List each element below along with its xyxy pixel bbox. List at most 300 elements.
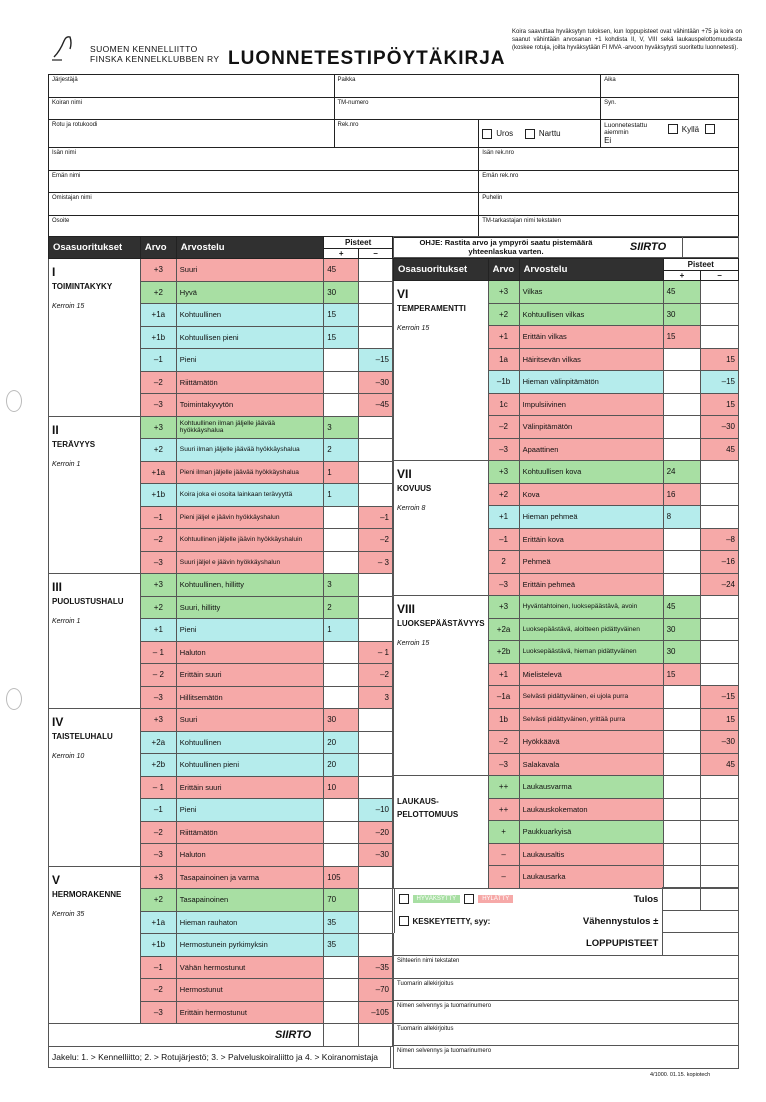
minus-points-cell[interactable]: [359, 596, 393, 619]
section-name: PUOLUSTUSHALU: [52, 597, 124, 606]
col-header-minus: –: [701, 270, 739, 280]
plus-points-cell[interactable]: [324, 349, 359, 372]
no-checkbox[interactable]: [705, 124, 715, 134]
minus-points-cell[interactable]: [359, 259, 393, 282]
minus-points-cell[interactable]: –20: [359, 821, 393, 844]
plus-points-cell[interactable]: 20: [324, 754, 359, 777]
col-header-pisteet: Pisteet: [663, 259, 738, 271]
minus-points-cell[interactable]: [701, 663, 739, 686]
signature-table: [393, 955, 739, 1069]
arvostelu-cell: Erittäin vilkas: [519, 326, 663, 349]
minus-points-cell[interactable]: [359, 934, 393, 957]
arvo-cell[interactable]: –3: [140, 394, 176, 417]
minus-points-cell[interactable]: [701, 506, 739, 529]
plus-points-cell[interactable]: 1: [324, 484, 359, 507]
minus-points-cell[interactable]: –30: [359, 371, 393, 394]
minus-points-cell[interactable]: [701, 641, 739, 664]
rejected-label: HYLÄTTY: [478, 895, 513, 903]
reg-number-field[interactable]: Rek.nro: [334, 120, 479, 148]
section-label: [49, 259, 141, 417]
minus-points-cell[interactable]: [359, 889, 393, 912]
address-field[interactable]: Osoite: [49, 215, 479, 238]
arvostelu-cell: Riittämätön: [176, 821, 323, 844]
plus-points-cell[interactable]: 30: [663, 641, 701, 664]
plus-points-cell[interactable]: 45: [324, 259, 359, 282]
phone-field[interactable]: Puhelin: [479, 193, 739, 216]
arvo-cell[interactable]: –2: [140, 979, 176, 1002]
arvo-cell[interactable]: –3: [140, 844, 176, 867]
result-plus-cell[interactable]: [663, 888, 701, 911]
arvo-cell[interactable]: – 2: [140, 664, 176, 687]
arvostelu-cell: Pieni: [176, 349, 323, 372]
arvostelu-cell: Häiritsevän vilkas: [519, 348, 663, 371]
minus-points-cell[interactable]: [701, 303, 739, 326]
tm-number-field[interactable]: TM-numero: [334, 97, 601, 120]
plus-points-cell[interactable]: 3: [324, 416, 359, 439]
arvo-cell[interactable]: – 1: [140, 641, 176, 664]
interrupted-checkbox[interactable]: [399, 916, 409, 926]
arvo-cell[interactable]: +1: [488, 506, 519, 529]
arvo-cell[interactable]: +2: [140, 281, 176, 304]
male-checkbox[interactable]: [482, 129, 492, 139]
result-minus-cell[interactable]: [701, 888, 739, 911]
plus-points-cell[interactable]: [324, 799, 359, 822]
place-field[interactable]: Paikka: [334, 75, 601, 98]
plus-points-cell[interactable]: 30: [663, 618, 701, 641]
plus-points-cell[interactable]: 30: [324, 709, 359, 732]
arvostelu-cell: Kohtuullinen, hillitty: [176, 574, 323, 597]
minus-points-cell[interactable]: [359, 776, 393, 799]
minus-points-cell[interactable]: [359, 619, 393, 642]
plus-points-cell[interactable]: 35: [324, 934, 359, 957]
arvostelu-cell: Suuri jäljel e jäävin hyökkäyshalun: [176, 551, 323, 574]
arvostelu-cell: Haluton: [176, 844, 323, 867]
siirto-minus-cell[interactable]: [359, 1024, 393, 1047]
arvo-cell[interactable]: +1: [488, 663, 519, 686]
arvo-cell[interactable]: –3: [140, 1001, 176, 1024]
plus-points-cell[interactable]: 35: [324, 911, 359, 934]
col-header-plus: +: [663, 270, 701, 280]
plus-points-cell[interactable]: 1: [324, 619, 359, 642]
arvo-cell[interactable]: +1a: [140, 911, 176, 934]
minus-points-cell[interactable]: –105: [359, 1001, 393, 1024]
sire-name-field[interactable]: Isän nimi: [49, 148, 479, 171]
judge-name-number-field[interactable]: Nimen selvennys ja tuomarinumero: [394, 1001, 739, 1024]
plus-points-cell[interactable]: 15: [324, 304, 359, 327]
arvo-cell[interactable]: +1b: [140, 484, 176, 507]
section-roman: VII: [397, 467, 412, 481]
deduction-cell[interactable]: [663, 910, 739, 933]
arvo-cell[interactable]: +3: [140, 259, 176, 282]
minus-points-cell[interactable]: [359, 484, 393, 507]
minus-points-cell[interactable]: –30: [701, 416, 739, 439]
arvo-cell[interactable]: +2b: [488, 641, 519, 664]
owner-name-field[interactable]: Omistajan nimi: [49, 193, 479, 216]
plus-points-cell[interactable]: [324, 686, 359, 709]
minus-points-cell[interactable]: 45: [701, 438, 739, 461]
plus-points-cell[interactable]: [663, 731, 701, 754]
arvostelu-cell: Kohtuullinen ilman jäljelle jäävää hyökkäyshalua: [176, 416, 323, 439]
minus-points-cell[interactable]: – 1: [359, 641, 393, 664]
interrupted-label: KESKEYTETTY, syy:: [412, 916, 491, 926]
arvo-cell[interactable]: +1: [140, 619, 176, 642]
arvo-cell[interactable]: 1c: [488, 393, 519, 416]
minus-points-cell[interactable]: [701, 281, 739, 304]
arvostelu-cell: Kohtuullinen: [176, 304, 323, 327]
arvo-cell[interactable]: –2: [140, 529, 176, 552]
form-code: 4/1000. 01.15. kopiotech: [650, 1072, 711, 1078]
section-name: HERMORAKENNE: [52, 889, 122, 899]
siirto-plus-cell[interactable]: [324, 1024, 359, 1047]
plus-points-cell[interactable]: [663, 686, 701, 709]
plus-points-cell[interactable]: 30: [324, 281, 359, 304]
minus-points-cell[interactable]: [359, 326, 393, 349]
minus-points-cell[interactable]: –2: [359, 529, 393, 552]
arvo-cell[interactable]: – 1: [140, 776, 176, 799]
binder-hole: [6, 688, 22, 710]
col-header-arvo: Arvo: [488, 259, 519, 281]
breed-field[interactable]: Rotu ja rotukoodi: [49, 120, 335, 148]
arvo-cell[interactable]: +1b: [140, 326, 176, 349]
plus-points-cell[interactable]: [324, 529, 359, 552]
plus-points-cell[interactable]: [663, 708, 701, 731]
arvo-cell[interactable]: +2: [140, 439, 176, 462]
minus-points-cell[interactable]: –15: [701, 371, 739, 394]
minus-points-cell[interactable]: [701, 776, 739, 799]
time-field[interactable]: Aika: [601, 75, 739, 98]
score-row: [49, 866, 393, 889]
secretary-name-field[interactable]: Sihteerin nimi tekstaten: [394, 956, 739, 979]
organizer-field[interactable]: Järjestäjä: [49, 75, 335, 98]
dam-reg-field[interactable]: Emän rek.nro: [479, 170, 739, 193]
plus-points-cell[interactable]: [663, 866, 701, 889]
arvostelu-cell: Toimintakyvytön: [176, 394, 323, 417]
arvo-cell[interactable]: +1a: [140, 461, 176, 484]
arvo-cell[interactable]: –1: [140, 506, 176, 529]
plus-points-cell[interactable]: 30: [663, 303, 701, 326]
arvostelu-cell: Erittäin suuri: [176, 776, 323, 799]
minus-points-cell[interactable]: [359, 709, 393, 732]
result-label: Tulos: [633, 893, 659, 905]
minus-points-cell[interactable]: 15: [701, 393, 739, 416]
arvo-cell[interactable]: –2: [140, 371, 176, 394]
arvostelu-cell: Kohtuullisen kova: [519, 461, 663, 484]
plus-points-cell[interactable]: [324, 506, 359, 529]
arvostelu-cell: Hermostunein pyrkimyksin: [176, 934, 323, 957]
minus-points-cell[interactable]: [701, 618, 739, 641]
minus-points-cell[interactable]: [359, 416, 393, 439]
arvo-cell[interactable]: +1a: [140, 304, 176, 327]
plus-points-cell[interactable]: [663, 843, 701, 866]
arvo-cell[interactable]: 1a: [488, 348, 519, 371]
arvostelu-cell: Hieman rauhaton: [176, 911, 323, 934]
arvostelu-cell: Hieman pehmeä: [519, 506, 663, 529]
minus-points-cell[interactable]: [359, 731, 393, 754]
arvostelu-cell: Erittäin pehmeä: [519, 573, 663, 596]
arvo-cell[interactable]: +3: [140, 709, 176, 732]
arvo-cell[interactable]: +3: [488, 461, 519, 484]
minus-points-cell[interactable]: –2: [359, 664, 393, 687]
female-checkbox[interactable]: [525, 129, 535, 139]
dog-info-form: Järjestäjä Paikka Aika Koiran nimi TM-numero Syn. Rotu ja rotukoodi Rek.nro Uros Narttu Luonnetestattu aiemmin Kyllä Ei Isän nimi Isän rek.nro Emän nimi Emän rek.nro Omistajan nimi Puhelin Osoite TM-tarkastajan nimi tekstaten: [48, 74, 739, 238]
plus-points-cell[interactable]: 105: [324, 866, 359, 889]
arvostelu-cell: Pieni jäljel e jäävin hyökkäyshalun: [176, 506, 323, 529]
arvo-cell[interactable]: –3: [488, 438, 519, 461]
minus-points-cell[interactable]: [359, 461, 393, 484]
minus-points-cell[interactable]: –1: [359, 506, 393, 529]
arvostelu-cell: Hieman välinpitämätön: [519, 371, 663, 394]
arvo-cell[interactable]: –1: [488, 528, 519, 551]
minus-points-cell[interactable]: [701, 798, 739, 821]
arvo-cell[interactable]: –1: [140, 799, 176, 822]
dog-name-field[interactable]: Koiran nimi: [49, 97, 335, 120]
arvostelu-cell: Paukkuarkyisä: [519, 821, 663, 844]
section-coefficient: Kerroin 8: [397, 505, 426, 512]
arvostelu-cell: Hyökkäävä: [519, 731, 663, 754]
section-label: [394, 461, 489, 596]
arvostelu-cell: Kohtuullinen jäljelle jäävin hyökkäyshaluin: [176, 529, 323, 552]
plus-points-cell[interactable]: [324, 641, 359, 664]
judge-name-number-field-2[interactable]: Nimen selvennys ja tuomarinumero: [394, 1046, 739, 1069]
arvo-cell[interactable]: +: [488, 821, 519, 844]
arvostelu-cell: Laukausvarma: [519, 776, 663, 799]
minus-points-cell[interactable]: 15: [701, 708, 739, 731]
minus-points-cell[interactable]: [359, 439, 393, 462]
section-name: LAUKAUS-PELOTTOMUUS: [397, 797, 459, 819]
plus-points-cell[interactable]: [324, 394, 359, 417]
plus-points-cell[interactable]: [663, 371, 701, 394]
plus-points-cell[interactable]: 10: [324, 776, 359, 799]
tm-inspector-field[interactable]: TM-tarkastajan nimi tekstaten: [479, 215, 739, 238]
rejected-checkbox[interactable]: [464, 894, 474, 904]
minus-points-cell[interactable]: –30: [701, 731, 739, 754]
plus-points-cell[interactable]: 70: [324, 889, 359, 912]
arvo-cell[interactable]: –2: [488, 416, 519, 439]
arvo-cell[interactable]: +2a: [488, 618, 519, 641]
section-name: TAISTELUHALU: [52, 732, 113, 741]
plus-points-cell[interactable]: 15: [324, 326, 359, 349]
arvostelu-cell: Suuri: [176, 709, 323, 732]
score-row: [394, 776, 739, 799]
arvo-cell[interactable]: –: [488, 843, 519, 866]
plus-points-cell[interactable]: [324, 1001, 359, 1024]
section-label: [49, 416, 141, 574]
plus-points-cell[interactable]: [663, 573, 701, 596]
minus-points-cell[interactable]: –8: [701, 528, 739, 551]
arvo-cell[interactable]: +2: [140, 889, 176, 912]
plus-points-cell[interactable]: 2: [324, 439, 359, 462]
minus-points-cell[interactable]: [359, 866, 393, 889]
arvo-cell[interactable]: –1b: [488, 371, 519, 394]
plus-points-cell[interactable]: [663, 416, 701, 439]
plus-points-cell[interactable]: 8: [663, 506, 701, 529]
arvo-cell[interactable]: –2: [140, 821, 176, 844]
arvo-cell[interactable]: –1: [140, 956, 176, 979]
section-name: TEMPERAMENTTI: [397, 304, 466, 313]
plus-points-cell[interactable]: [663, 393, 701, 416]
minus-points-cell[interactable]: –16: [701, 551, 739, 574]
final-score-cell[interactable]: [663, 933, 739, 956]
section-label: [49, 709, 141, 867]
arvo-cell[interactable]: –3: [488, 573, 519, 596]
arvostelu-cell: Erittäin suuri: [176, 664, 323, 687]
arvo-cell[interactable]: +2: [488, 303, 519, 326]
minus-points-cell[interactable]: – 3: [359, 551, 393, 574]
arvo-cell[interactable]: –3: [140, 686, 176, 709]
judge-signature-field-2[interactable]: Tuomarin allekirjoitus: [394, 1023, 739, 1046]
arvo-cell[interactable]: +3: [140, 574, 176, 597]
ohje-row: [393, 236, 739, 258]
arvo-cell[interactable]: +1b: [140, 934, 176, 957]
arvo-cell[interactable]: +2: [140, 596, 176, 619]
arvostelu-cell: Laukausaltis: [519, 843, 663, 866]
arvo-cell[interactable]: ++: [488, 798, 519, 821]
section-name: KOVUUS: [397, 484, 432, 493]
arvo-cell[interactable]: +3: [140, 866, 176, 889]
arvo-cell[interactable]: –3: [140, 551, 176, 574]
plus-points-cell[interactable]: 1: [324, 461, 359, 484]
plus-points-cell[interactable]: 2: [324, 596, 359, 619]
plus-points-cell[interactable]: [324, 821, 359, 844]
plus-points-cell[interactable]: [663, 438, 701, 461]
tested-before-label: Luonnetestattu aiemmin: [604, 122, 648, 136]
plus-points-cell[interactable]: [663, 348, 701, 371]
minus-points-cell[interactable]: –10: [359, 799, 393, 822]
arvostelu-cell: Suuri ilman jäljelle jäävää hyökkäyshalua: [176, 439, 323, 462]
arvo-cell[interactable]: –1: [140, 349, 176, 372]
arvo-cell[interactable]: 1b: [488, 708, 519, 731]
minus-points-cell[interactable]: [359, 281, 393, 304]
section-roman: III: [52, 580, 63, 594]
minus-points-cell[interactable]: [701, 866, 739, 889]
section-roman: II: [52, 422, 59, 437]
plus-points-cell[interactable]: [663, 753, 701, 776]
arvo-cell[interactable]: +2a: [140, 731, 176, 754]
arvo-cell[interactable]: +3: [488, 596, 519, 619]
section-coefficient: Kerroin 1: [52, 460, 81, 468]
arvostelu-cell: Luoksepäästävä, hieman pidättyväinen: [519, 641, 663, 664]
plus-points-cell[interactable]: [663, 528, 701, 551]
section-label: [394, 776, 489, 889]
approved-checkbox[interactable]: [399, 894, 409, 904]
plus-points-cell[interactable]: [324, 844, 359, 867]
minus-points-cell[interactable]: [701, 596, 739, 619]
arvo-cell[interactable]: +2: [488, 483, 519, 506]
arvo-cell[interactable]: 2: [488, 551, 519, 574]
arvostelu-cell: Impulsiivinen: [519, 393, 663, 416]
arvostelu-cell: Hillitsemätön: [176, 686, 323, 709]
minus-points-cell[interactable]: –70: [359, 979, 393, 1002]
section-coefficient: Kerroin 15: [52, 303, 85, 310]
plus-points-cell[interactable]: 45: [663, 596, 701, 619]
plus-points-cell[interactable]: [663, 551, 701, 574]
plus-points-cell[interactable]: 15: [663, 663, 701, 686]
minus-points-cell[interactable]: [701, 843, 739, 866]
minus-points-cell[interactable]: [359, 911, 393, 934]
judge-signature-field[interactable]: Tuomarin allekirjoitus: [394, 978, 739, 1001]
arvo-cell[interactable]: –3: [488, 753, 519, 776]
dam-name-field[interactable]: Emän nimi: [49, 170, 479, 193]
minus-points-cell[interactable]: –30: [359, 844, 393, 867]
arvo-cell[interactable]: +3: [140, 416, 176, 439]
arvo-cell[interactable]: –2: [488, 731, 519, 754]
section-roman: VI: [397, 287, 409, 301]
minus-points-cell[interactable]: –15: [359, 349, 393, 372]
plus-points-cell[interactable]: 20: [324, 731, 359, 754]
plus-points-cell[interactable]: [663, 776, 701, 799]
arvostelu-cell: Suuri: [176, 259, 323, 282]
minus-points-cell[interactable]: 15: [701, 348, 739, 371]
plus-points-cell[interactable]: [324, 664, 359, 687]
plus-points-cell[interactable]: [324, 551, 359, 574]
arvostelu-cell: Haluton: [176, 641, 323, 664]
minus-points-cell[interactable]: [701, 326, 739, 349]
col-header-osasuoritukset: Osasuoritukset: [394, 259, 489, 281]
minus-points-cell[interactable]: 45: [701, 753, 739, 776]
arvo-cell[interactable]: ++: [488, 776, 519, 799]
plus-points-cell[interactable]: 16: [663, 483, 701, 506]
minus-points-cell[interactable]: [359, 304, 393, 327]
plus-points-cell[interactable]: 45: [663, 281, 701, 304]
arvostelu-cell: Selvästi pidättyväinen, ei ujola purra: [519, 686, 663, 709]
arvostelu-cell: Mielistelevä: [519, 663, 663, 686]
minus-points-cell[interactable]: [359, 574, 393, 597]
section-coefficient: Kerroin 10: [52, 753, 85, 760]
col-header-arvostelu: Arvostelu: [519, 259, 663, 281]
plus-points-cell[interactable]: [663, 798, 701, 821]
arvo-cell[interactable]: –: [488, 866, 519, 889]
birth-date-field[interactable]: Syn.: [601, 97, 739, 120]
minus-points-cell[interactable]: –15: [701, 686, 739, 709]
plus-points-cell[interactable]: [324, 979, 359, 1002]
yes-checkbox[interactable]: [668, 124, 678, 134]
sire-reg-field[interactable]: Isän rek.nro: [479, 148, 739, 171]
score-row: [49, 709, 393, 732]
organization-name: SUOMEN KENNELLIITTO FINSKA KENNELKLUBBEN RY: [90, 44, 220, 64]
siirto-transfer-cell[interactable]: [682, 237, 738, 257]
plus-points-cell[interactable]: [324, 956, 359, 979]
minus-points-cell[interactable]: [701, 461, 739, 484]
col-header-arvo: Arvo: [140, 237, 176, 259]
arvo-cell[interactable]: +2b: [140, 754, 176, 777]
arvostelu-cell: Kohtuullisen pieni: [176, 326, 323, 349]
arvostelu-cell: Kohtuullisen vilkas: [519, 303, 663, 326]
col-header-osasuoritukset: Osasuoritukset: [49, 237, 141, 259]
arvo-cell[interactable]: –1a: [488, 686, 519, 709]
arvo-cell[interactable]: +1: [488, 326, 519, 349]
plus-points-cell[interactable]: 24: [663, 461, 701, 484]
arvostelu-cell: Apaattinen: [519, 438, 663, 461]
minus-points-cell[interactable]: [701, 483, 739, 506]
plus-points-cell[interactable]: [663, 821, 701, 844]
arvostelu-cell: Luoksepäästävä, aloitteen pidättyväinen: [519, 618, 663, 641]
minus-points-cell[interactable]: [701, 821, 739, 844]
minus-points-cell[interactable]: [359, 754, 393, 777]
minus-points-cell[interactable]: 3: [359, 686, 393, 709]
minus-points-cell[interactable]: –24: [701, 573, 739, 596]
section-roman: VIII: [397, 602, 416, 616]
plus-points-cell[interactable]: 15: [663, 326, 701, 349]
col-header-plus: +: [324, 249, 359, 259]
arvo-cell[interactable]: +3: [488, 281, 519, 304]
section-coefficient: Kerroin 1: [52, 618, 81, 625]
arvostelu-cell: Pieni: [176, 619, 323, 642]
plus-points-cell[interactable]: [324, 371, 359, 394]
plus-points-cell[interactable]: 3: [324, 574, 359, 597]
minus-points-cell[interactable]: –35: [359, 956, 393, 979]
binder-hole: [6, 390, 22, 412]
minus-points-cell[interactable]: –45: [359, 394, 393, 417]
